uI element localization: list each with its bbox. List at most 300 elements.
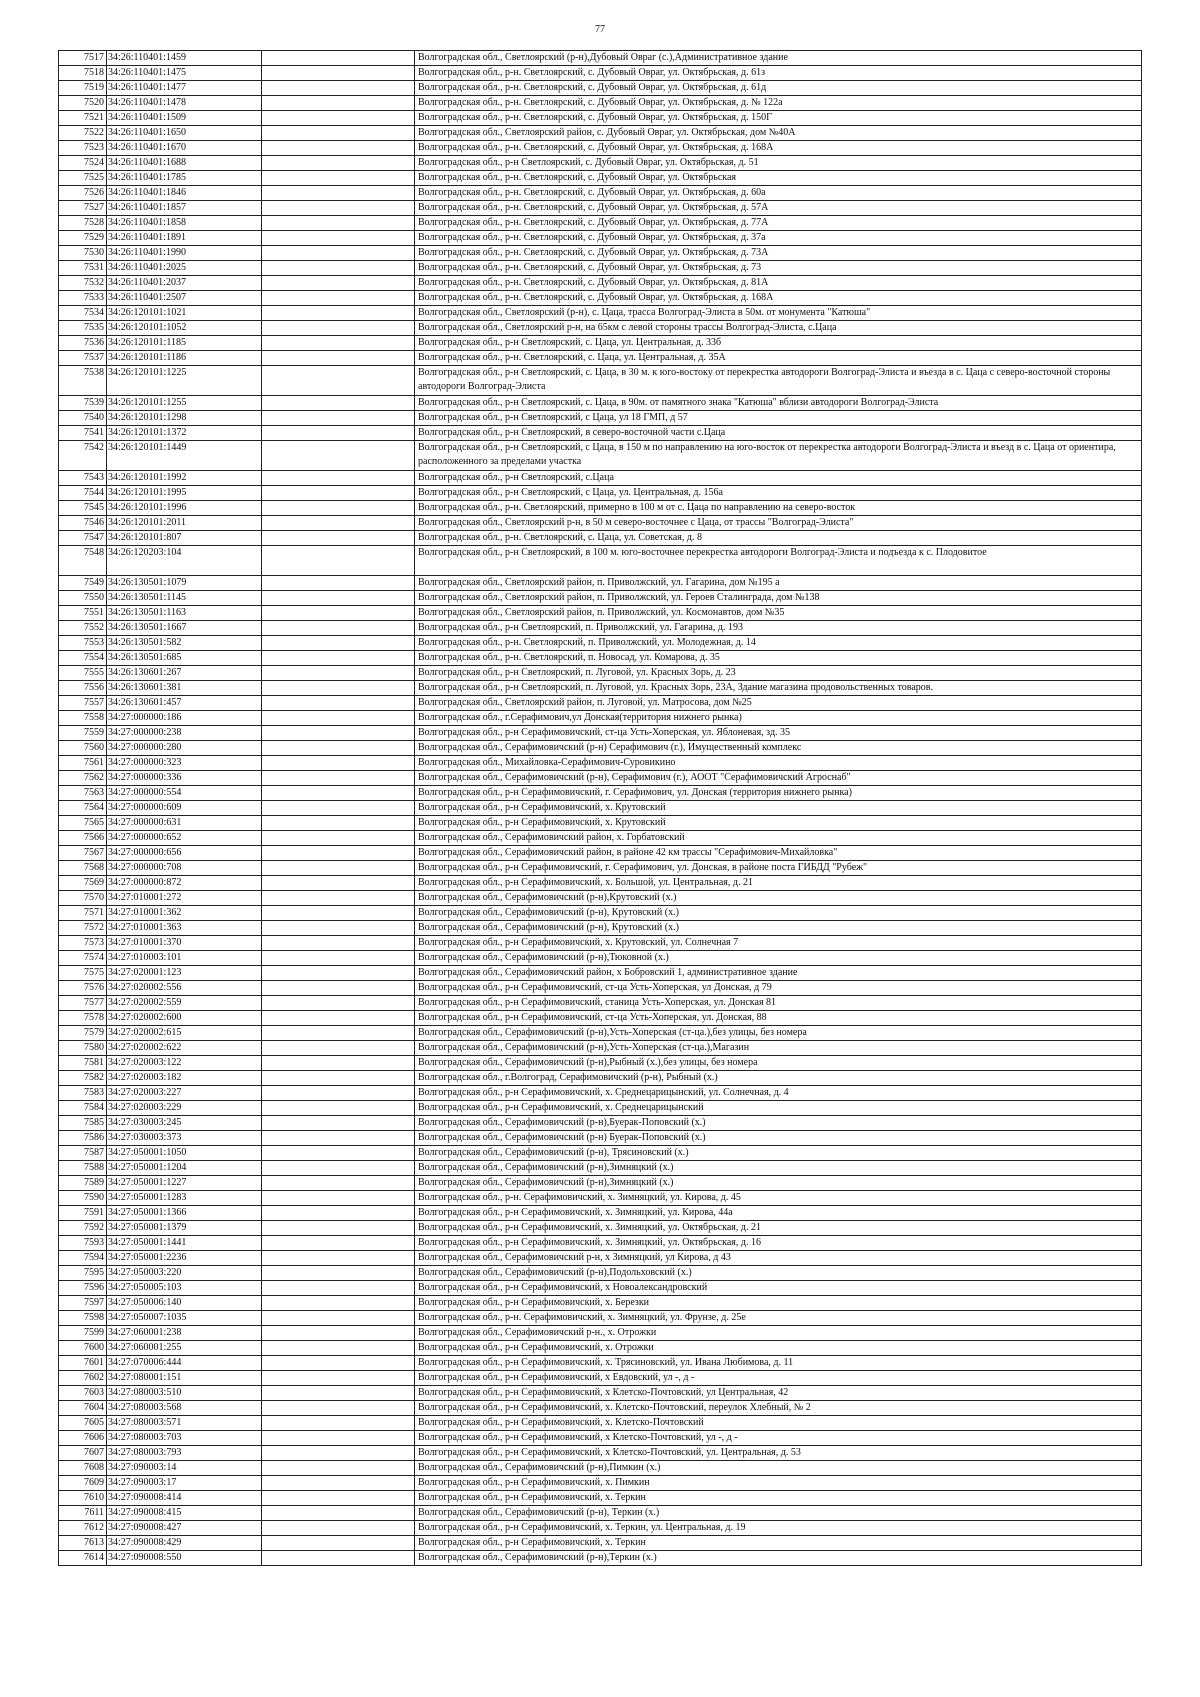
cadastral-number-cell: 34:27:000000:609 <box>107 801 262 816</box>
row-number-cell: 7559 <box>59 726 107 741</box>
empty-cell <box>262 576 415 591</box>
empty-cell <box>262 1041 415 1056</box>
table-row <box>59 936 1142 951</box>
empty-cell <box>262 861 415 876</box>
cadastral-number-cell: 34:26:120101:1186 <box>107 351 262 366</box>
cadastral-number-cell: 34:27:010003:101 <box>107 951 262 966</box>
address-cell: Волгоградская обл., Серафимовичский район, х. Горбатовский <box>415 831 1142 846</box>
address-cell: Волгоградская обл., р-н. Светлоярский, п. Приволжский, ул. Молодежная, д. 14 <box>415 636 1142 651</box>
row-number-cell: 7583 <box>59 1086 107 1101</box>
table-row <box>59 336 1142 351</box>
empty-cell <box>262 261 415 276</box>
cadastral-number-cell: 34:27:080003:793 <box>107 1446 262 1461</box>
row-number-cell: 7578 <box>59 1011 107 1026</box>
table-row <box>59 981 1142 996</box>
table-row <box>59 501 1142 516</box>
table-row <box>59 1371 1142 1386</box>
cadastral-number-cell: 34:26:110401:2025 <box>107 261 262 276</box>
row-number-cell: 7529 <box>59 231 107 246</box>
row-number-cell: 7517 <box>59 51 107 66</box>
cadastral-number-cell: 34:26:130501:1079 <box>107 576 262 591</box>
address-cell: Волгоградская обл., р-н Светлоярский, с Цаца, ул. Центральная, д. 156а <box>415 486 1142 501</box>
empty-cell <box>262 351 415 366</box>
empty-cell <box>262 96 415 111</box>
row-number-cell: 7519 <box>59 81 107 96</box>
row-number-cell: 7541 <box>59 426 107 441</box>
address-cell: Волгоградская обл., г.Серафимович,ул Донская(территория нижнего рынка) <box>415 711 1142 726</box>
cadastral-number-cell: 34:27:000000:280 <box>107 741 262 756</box>
table-row <box>59 636 1142 651</box>
row-number-cell: 7528 <box>59 216 107 231</box>
table-row <box>59 621 1142 636</box>
table-row <box>59 681 1142 696</box>
cadastral-number-cell: 34:27:050001:1379 <box>107 1221 262 1236</box>
table-row <box>59 1521 1142 1536</box>
cadastral-number-cell: 34:27:050006:140 <box>107 1296 262 1311</box>
empty-cell <box>262 1251 415 1266</box>
cadastral-number-cell: 34:27:050005:103 <box>107 1281 262 1296</box>
address-cell: Волгоградская обл., Светлоярский (р-н), с. Цаца, трасса Волгоград-Элиста в 50м. от монумента "Катюша" <box>415 306 1142 321</box>
address-cell: Волгоградская обл., Михайловка-Серафимович-Суровикино <box>415 756 1142 771</box>
table-row <box>59 906 1142 921</box>
row-number-cell: 7535 <box>59 321 107 336</box>
table-row <box>59 966 1142 981</box>
table-row <box>59 531 1142 546</box>
table-row <box>59 951 1142 966</box>
row-number-cell: 7597 <box>59 1296 107 1311</box>
row-number-cell: 7562 <box>59 771 107 786</box>
cadastral-number-cell: 34:27:050001:1204 <box>107 1161 262 1176</box>
address-cell: Волгоградская обл., р-н. Светлоярский, с. Дубовый Овраг, ул. Октябрьская, д. 73 <box>415 261 1142 276</box>
cadastral-number-cell: 34:27:090008:415 <box>107 1506 262 1521</box>
empty-cell <box>262 1281 415 1296</box>
row-number-cell: 7602 <box>59 1371 107 1386</box>
empty-cell <box>262 1011 415 1026</box>
cadastral-number-cell: 34:26:120101:1992 <box>107 471 262 486</box>
row-number-cell: 7558 <box>59 711 107 726</box>
address-cell: Волгоградская обл., р-н Серафимовичский, х. Пимкин <box>415 1476 1142 1491</box>
row-number-cell: 7588 <box>59 1161 107 1176</box>
row-number-cell: 7603 <box>59 1386 107 1401</box>
cadastral-number-cell: 34:27:000000:652 <box>107 831 262 846</box>
cadastral-number-cell: 34:27:030003:373 <box>107 1131 262 1146</box>
empty-cell <box>262 606 415 621</box>
cadastral-number-cell: 34:27:000000:872 <box>107 876 262 891</box>
table-row <box>59 171 1142 186</box>
row-number-cell: 7524 <box>59 156 107 171</box>
address-cell: Волгоградская обл., р-н Серафимовичский, х. Березки <box>415 1296 1142 1311</box>
cadastral-number-cell: 34:27:020003:229 <box>107 1101 262 1116</box>
cadastral-number-cell: 34:26:120203:104 <box>107 546 262 576</box>
row-number-cell: 7585 <box>59 1116 107 1131</box>
empty-cell <box>262 471 415 486</box>
property-table <box>58 50 1142 1566</box>
row-number-cell: 7613 <box>59 1536 107 1551</box>
table-row <box>59 1251 1142 1266</box>
empty-cell <box>262 1161 415 1176</box>
address-cell: Волгоградская обл., Серафимовичский (р-н), Теркин (х.) <box>415 1506 1142 1521</box>
address-cell: Волгоградская обл., г.Волгоград, Серафимовичский (р-н), Рыбный (х.) <box>415 1071 1142 1086</box>
address-cell: Волгоградская обл., р-н Серафимовичский, х Клетско-Почтовский, ул Центральная, 42 <box>415 1386 1142 1401</box>
empty-cell <box>262 291 415 306</box>
empty-cell <box>262 201 415 216</box>
empty-cell <box>262 816 415 831</box>
empty-cell <box>262 1221 415 1236</box>
table-row <box>59 1236 1142 1251</box>
address-cell: Волгоградская обл., Светлоярский район, п. Луговой, ул. Матросова, дом №25 <box>415 696 1142 711</box>
empty-cell <box>262 1371 415 1386</box>
table-row <box>59 231 1142 246</box>
cadastral-number-cell: 34:27:010001:363 <box>107 921 262 936</box>
address-cell: Волгоградская обл., Светлоярский район, п. Приволжский, ул. Гагарина, дом №195 а <box>415 576 1142 591</box>
cadastral-number-cell: 34:26:130601:267 <box>107 666 262 681</box>
table-row <box>59 996 1142 1011</box>
empty-cell <box>262 1191 415 1206</box>
row-number-cell: 7537 <box>59 351 107 366</box>
empty-cell <box>262 1416 415 1431</box>
row-number-cell: 7550 <box>59 591 107 606</box>
cadastral-number-cell: 34:26:120101:1995 <box>107 486 262 501</box>
table-row <box>59 1266 1142 1281</box>
cadastral-number-cell: 34:27:020003:227 <box>107 1086 262 1101</box>
address-cell: Волгоградская обл., Серафимовичский (р-н) Буерак-Поповский (х.) <box>415 1131 1142 1146</box>
row-number-cell: 7612 <box>59 1521 107 1536</box>
row-number-cell: 7544 <box>59 486 107 501</box>
table-row <box>59 471 1142 486</box>
empty-cell <box>262 1401 415 1416</box>
table-row <box>59 711 1142 726</box>
row-number-cell: 7527 <box>59 201 107 216</box>
row-number-cell: 7582 <box>59 1071 107 1086</box>
cadastral-number-cell: 34:27:010001:362 <box>107 906 262 921</box>
row-number-cell: 7536 <box>59 336 107 351</box>
cadastral-number-cell: 34:27:080003:510 <box>107 1386 262 1401</box>
cadastral-number-cell: 34:27:020002:556 <box>107 981 262 996</box>
address-cell: Волгоградская обл., Серафимовичский р-н., х. Отрожки <box>415 1326 1142 1341</box>
empty-cell <box>262 501 415 516</box>
empty-cell <box>262 126 415 141</box>
cadastral-number-cell: 34:26:110401:1688 <box>107 156 262 171</box>
row-number-cell: 7552 <box>59 621 107 636</box>
row-number-cell: 7591 <box>59 1206 107 1221</box>
address-cell: Волгоградская обл., р-н Серафимовичский, х. Отрожки <box>415 1341 1142 1356</box>
row-number-cell: 7532 <box>59 276 107 291</box>
table-row <box>59 1476 1142 1491</box>
row-number-cell: 7580 <box>59 1041 107 1056</box>
address-cell: Волгоградская обл., Серафимовичский (р-н),Буерак-Поповский (х.) <box>415 1116 1142 1131</box>
empty-cell <box>262 1206 415 1221</box>
row-number-cell: 7605 <box>59 1416 107 1431</box>
row-number-cell: 7589 <box>59 1176 107 1191</box>
row-number-cell: 7606 <box>59 1431 107 1446</box>
cadastral-number-cell: 34:26:110401:1650 <box>107 126 262 141</box>
cadastral-number-cell: 34:26:110401:1477 <box>107 81 262 96</box>
row-number-cell: 7567 <box>59 846 107 861</box>
address-cell: Волгоградская обл., р-н. Светлоярский, с. Дубовый Овраг, ул. Октябрьская, д. 61з <box>415 66 1142 81</box>
table-row <box>59 51 1142 66</box>
cadastral-number-cell: 34:26:110401:1990 <box>107 246 262 261</box>
empty-cell <box>262 441 415 471</box>
row-number-cell: 7590 <box>59 1191 107 1206</box>
cadastral-number-cell: 34:27:020002:615 <box>107 1026 262 1041</box>
address-cell: Волгоградская обл., р-н. Светлоярский, с. Дубовый Овраг, ул. Октябрьская, д. 150Г <box>415 111 1142 126</box>
table-row <box>59 261 1142 276</box>
row-number-cell: 7548 <box>59 546 107 576</box>
table-row <box>59 921 1142 936</box>
address-cell: Волгоградская обл., Серафимовичский (р-н), Трясиновский (х.) <box>415 1146 1142 1161</box>
address-cell: Волгоградская обл., р-н Светлоярский, с Цаца, в 150 м по направлению на юго-восток от перекрестка автодороги Волгоград-Элиста и въезд в с. Цаца от ориентира, расположенного за пределами участка <box>415 441 1142 471</box>
empty-cell <box>262 1131 415 1146</box>
address-cell: Волгоградская обл., р-н. Светлоярский, с. Цаца, ул. Советская, д. 8 <box>415 531 1142 546</box>
table-row <box>59 1116 1142 1131</box>
cadastral-number-cell: 34:27:090008:429 <box>107 1536 262 1551</box>
row-number-cell: 7540 <box>59 411 107 426</box>
table-row <box>59 1491 1142 1506</box>
cadastral-number-cell: 34:27:090008:427 <box>107 1521 262 1536</box>
row-number-cell: 7556 <box>59 681 107 696</box>
table-row <box>59 1161 1142 1176</box>
table-row <box>59 1281 1142 1296</box>
cadastral-number-cell: 34:27:000000:656 <box>107 846 262 861</box>
empty-cell <box>262 666 415 681</box>
table-row <box>59 1146 1142 1161</box>
address-cell: Волгоградская обл., р-н Серафимовичский, г. Серафимович, ул. Донская, в районе поста ГИБДД "Рубеж" <box>415 861 1142 876</box>
row-number-cell: 7569 <box>59 876 107 891</box>
address-cell: Волгоградская обл., Серафимовичский (р-н) Серафимович (г.), Имущественный комплекс <box>415 741 1142 756</box>
row-number-cell: 7609 <box>59 1476 107 1491</box>
table-row <box>59 756 1142 771</box>
table-row <box>59 1176 1142 1191</box>
table-row <box>59 696 1142 711</box>
empty-cell <box>262 186 415 201</box>
table-row <box>59 1086 1142 1101</box>
cadastral-number-cell: 34:27:000000:631 <box>107 816 262 831</box>
address-cell: Волгоградская обл., р-н Светлоярский, с. Цаца, в 90м. от памятного знака "Катюша" вблизи автодороги Волгоград-Элиста <box>415 396 1142 411</box>
address-cell: Волгоградская обл., Светлоярский район, п. Приволжский, ул. Героев Сталинграда, дом №138 <box>415 591 1142 606</box>
empty-cell <box>262 276 415 291</box>
row-number-cell: 7539 <box>59 396 107 411</box>
empty-cell <box>262 1236 415 1251</box>
row-number-cell: 7545 <box>59 501 107 516</box>
empty-cell <box>262 696 415 711</box>
cadastral-number-cell: 34:27:050001:1050 <box>107 1146 262 1161</box>
table-row <box>59 1416 1142 1431</box>
table-row <box>59 276 1142 291</box>
table-row <box>59 591 1142 606</box>
empty-cell <box>262 1506 415 1521</box>
table-row <box>59 351 1142 366</box>
cadastral-number-cell: 34:27:030003:245 <box>107 1116 262 1131</box>
cadastral-number-cell: 34:27:000000:554 <box>107 786 262 801</box>
address-cell: Волгоградская обл., р-н Серафимовичский, х. Теркин <box>415 1491 1142 1506</box>
address-cell: Волгоградская обл., р-н. Светлоярский, с. Дубовый Овраг, ул. Октябрьская <box>415 171 1142 186</box>
table-row <box>59 651 1142 666</box>
address-cell: Волгоградская обл., р-н Серафимовичский, х Новоалександровский <box>415 1281 1142 1296</box>
row-number-cell: 7543 <box>59 471 107 486</box>
cadastral-number-cell: 34:26:130601:457 <box>107 696 262 711</box>
empty-cell <box>262 996 415 1011</box>
row-number-cell: 7573 <box>59 936 107 951</box>
cadastral-number-cell: 34:27:010001:272 <box>107 891 262 906</box>
cadastral-number-cell: 34:26:130501:1163 <box>107 606 262 621</box>
address-cell: Волгоградская обл., р-н Серафимовичский, станица Усть-Хоперская, ул. Донская 81 <box>415 996 1142 1011</box>
cadastral-number-cell: 34:27:060001:255 <box>107 1341 262 1356</box>
cadastral-number-cell: 34:27:000000:336 <box>107 771 262 786</box>
row-number-cell: 7600 <box>59 1341 107 1356</box>
address-cell: Волгоградская обл., р-н. Светлоярский, с. Дубовый Овраг, ул. Октябрьская, д. 73А <box>415 246 1142 261</box>
empty-cell <box>262 321 415 336</box>
table-row <box>59 141 1142 156</box>
address-cell: Волгоградская обл., Серафимовичский (р-н),Тюковной (х.) <box>415 951 1142 966</box>
address-cell: Волгоградская обл., р-н. Светлоярский, с. Дубовый Овраг, ул. Октябрьская, д. 77А <box>415 216 1142 231</box>
cadastral-number-cell: 34:27:000000:238 <box>107 726 262 741</box>
table-row <box>59 741 1142 756</box>
cadastral-number-cell: 34:26:110401:1846 <box>107 186 262 201</box>
cadastral-number-cell: 34:27:020002:622 <box>107 1041 262 1056</box>
row-number-cell: 7587 <box>59 1146 107 1161</box>
empty-cell <box>262 831 415 846</box>
table-row <box>59 201 1142 216</box>
row-number-cell: 7565 <box>59 816 107 831</box>
table-row <box>59 1101 1142 1116</box>
table-row <box>59 366 1142 396</box>
table-row <box>59 861 1142 876</box>
cadastral-number-cell: 34:27:090003:14 <box>107 1461 262 1476</box>
address-cell: Волгоградская обл., р-н. Светлоярский, с. Дубовый Овраг, ул. Октябрьская, д. 37а <box>415 231 1142 246</box>
address-cell: Волгоградская обл., р-н Светлоярский, с. Цаца, в 30 м. к юго-востоку от перекрестка автодороги Волгоград-Элиста и въезда в с. Цаца с северо-восточной стороны автодороги Волгоград-Элиста <box>415 366 1142 396</box>
address-cell: Волгоградская обл., р-н Светлоярский, в 100 м. юго-восточнее перекрестка автодороги Волгоград-Элиста и подъезда к с. Плодовитое <box>415 546 1142 576</box>
address-cell: Волгоградская обл., р-н. Светлоярский, с. Дубовый Овраг, ул. Октябрьская, д. 61д <box>415 81 1142 96</box>
table-row <box>59 606 1142 621</box>
address-cell: Волгоградская обл., р-н. Светлоярский, с. Дубовый Овраг, ул. Октябрьская, д. 168А <box>415 291 1142 306</box>
table-row <box>59 876 1142 891</box>
address-cell: Волгоградская обл., р-н Светлоярский, в северо-восточной части с.Цаца <box>415 426 1142 441</box>
empty-cell <box>262 951 415 966</box>
row-number-cell: 7553 <box>59 636 107 651</box>
row-number-cell: 7560 <box>59 741 107 756</box>
cadastral-number-cell: 34:26:120101:1255 <box>107 396 262 411</box>
address-cell: Волгоградская обл., р-н. Серафимовичский, х. Зимняцкий, ул. Кирова, д. 45 <box>415 1191 1142 1206</box>
row-number-cell: 7599 <box>59 1326 107 1341</box>
empty-cell <box>262 876 415 891</box>
address-cell: Волгоградская обл., Светлоярский р-н, в 50 м северо-восточнее с Цаца, от трассы "Волгоград-Элиста" <box>415 516 1142 531</box>
cadastral-number-cell: 34:26:110401:1858 <box>107 216 262 231</box>
cadastral-number-cell: 34:27:050003:220 <box>107 1266 262 1281</box>
address-cell: Волгоградская обл., Светлоярский (р-н),Дубовый Овраг (с.),Административное здание <box>415 51 1142 66</box>
row-number-cell: 7610 <box>59 1491 107 1506</box>
empty-cell <box>262 921 415 936</box>
cadastral-number-cell: 34:27:050001:1441 <box>107 1236 262 1251</box>
cadastral-number-cell: 34:26:120101:1225 <box>107 366 262 396</box>
cadastral-number-cell: 34:27:090003:17 <box>107 1476 262 1491</box>
cadastral-number-cell: 34:27:010001:370 <box>107 936 262 951</box>
address-cell: Волгоградская обл., р-н. Светлоярский, с. Дубовый Овраг, ул. Октябрьская, д. 168А <box>415 141 1142 156</box>
address-cell: Волгоградская обл., Серафимовичский (р-н),Усть-Хоперская (ст-ца.),Магазин <box>415 1041 1142 1056</box>
table-row <box>59 1131 1142 1146</box>
table-row <box>59 1341 1142 1356</box>
address-cell: Волгоградская обл., р-н. Светлоярский, с. Дубовый Овраг, ул. Октябрьская, д. № 122а <box>415 96 1142 111</box>
cadastral-number-cell: 34:27:020002:559 <box>107 996 262 1011</box>
table-row <box>59 441 1142 471</box>
row-number-cell: 7570 <box>59 891 107 906</box>
table-row <box>59 111 1142 126</box>
cadastral-number-cell: 34:26:130501:1145 <box>107 591 262 606</box>
row-number-cell: 7608 <box>59 1461 107 1476</box>
row-number-cell: 7604 <box>59 1401 107 1416</box>
address-cell: Волгоградская обл., р-н Светлоярский, с Цаца, ул 18 ГМП, д 57 <box>415 411 1142 426</box>
cadastral-number-cell: 34:26:130501:582 <box>107 636 262 651</box>
row-number-cell: 7551 <box>59 606 107 621</box>
table-row <box>59 66 1142 81</box>
empty-cell <box>262 1491 415 1506</box>
table-row <box>59 1356 1142 1371</box>
cadastral-number-cell: 34:27:090008:550 <box>107 1551 262 1566</box>
address-cell: Волгоградская обл., р-н Светлоярский, с. Цаца, ул. Центральная, д. 33б <box>415 336 1142 351</box>
empty-cell <box>262 336 415 351</box>
address-cell: Волгоградская обл., р-н Серафимовичский, х. Теркин, ул. Центральная, д. 19 <box>415 1521 1142 1536</box>
address-cell: Волгоградская обл., Серафимовичский район, в районе 42 км трассы "Серафимович-Михайловка" <box>415 846 1142 861</box>
row-number-cell: 7531 <box>59 261 107 276</box>
cadastral-number-cell: 34:26:120101:1185 <box>107 336 262 351</box>
empty-cell <box>262 651 415 666</box>
row-number-cell: 7592 <box>59 1221 107 1236</box>
empty-cell <box>262 1026 415 1041</box>
table-row <box>59 291 1142 306</box>
row-number-cell: 7547 <box>59 531 107 546</box>
empty-cell <box>262 1086 415 1101</box>
empty-cell <box>262 801 415 816</box>
table-row <box>59 96 1142 111</box>
cadastral-number-cell: 34:26:110401:2507 <box>107 291 262 306</box>
table-row <box>59 786 1142 801</box>
empty-cell <box>262 786 415 801</box>
empty-cell <box>262 396 415 411</box>
empty-cell <box>262 246 415 261</box>
row-number-cell: 7598 <box>59 1311 107 1326</box>
cadastral-number-cell: 34:27:080003:571 <box>107 1416 262 1431</box>
table-row <box>59 1506 1142 1521</box>
cadastral-number-cell: 34:27:050001:1283 <box>107 1191 262 1206</box>
empty-cell <box>262 231 415 246</box>
empty-cell <box>262 681 415 696</box>
table-row <box>59 81 1142 96</box>
empty-cell <box>262 1536 415 1551</box>
cadastral-number-cell: 34:26:130501:685 <box>107 651 262 666</box>
address-cell: Волгоградская обл., р-н Серафимовичский, х. Клетско-Почтовский <box>415 1416 1142 1431</box>
cadastral-number-cell: 34:27:000000:186 <box>107 711 262 726</box>
cadastral-number-cell: 34:27:020002:600 <box>107 1011 262 1026</box>
address-cell: Волгоградская обл., Серафимовичский (р-н), Серафимович (г.), АООТ "Серафимовичский Агроснаб" <box>415 771 1142 786</box>
cadastral-number-cell: 34:26:110401:1478 <box>107 96 262 111</box>
address-cell: Волгоградская обл., р-н. Светлоярский, с. Дубовый Овраг, ул. Октябрьская, д. 57А <box>415 201 1142 216</box>
empty-cell <box>262 411 415 426</box>
address-cell: Волгоградская обл., Серафимовичский (р-н),Зимняцкий (х.) <box>415 1176 1142 1191</box>
row-number-cell: 7574 <box>59 951 107 966</box>
table-row <box>59 1461 1142 1476</box>
empty-cell <box>262 1266 415 1281</box>
table-row <box>59 1296 1142 1311</box>
empty-cell <box>262 906 415 921</box>
table-row <box>59 1386 1142 1401</box>
table-row <box>59 186 1142 201</box>
address-cell: Волгоградская обл., р-н Серафимовичский, х. Зимняцкий, ул. Кирова, 44а <box>415 1206 1142 1221</box>
empty-cell <box>262 1356 415 1371</box>
address-cell: Волгоградская обл., Серафимовичский (р-н),Усть-Хоперская (ст-ца.),без улицы, без номера <box>415 1026 1142 1041</box>
row-number-cell: 7576 <box>59 981 107 996</box>
empty-cell <box>262 546 415 576</box>
row-number-cell: 7555 <box>59 666 107 681</box>
table-row <box>59 1311 1142 1326</box>
